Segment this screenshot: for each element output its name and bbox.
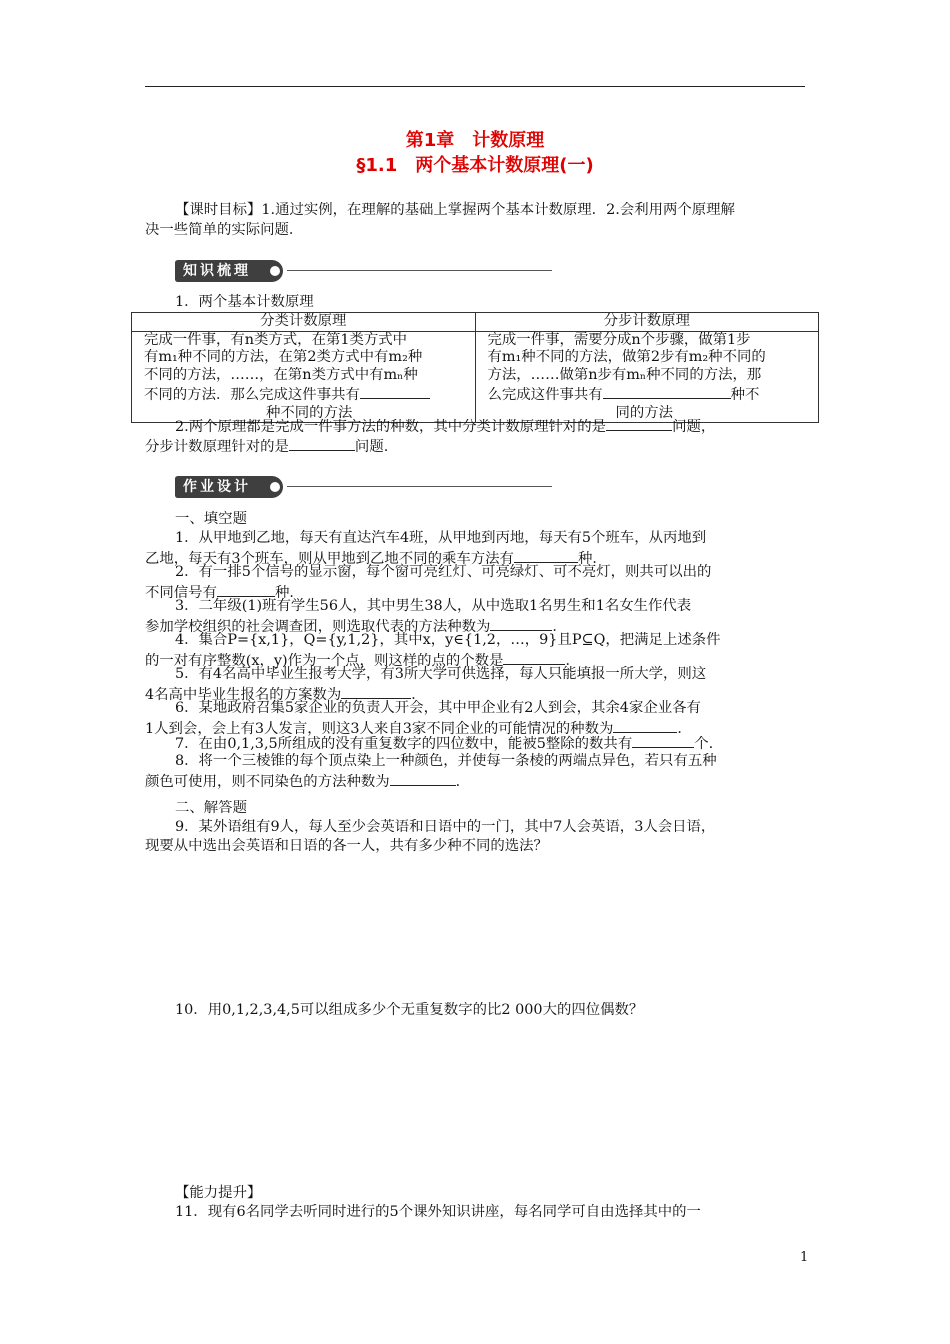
answer-blank[interactable] bbox=[613, 718, 677, 733]
question-11: 11．现有6名同学去听同时进行的5个课外知识讲座，每名同学可自由选择其中的一 bbox=[175, 1204, 701, 1220]
bullet-icon bbox=[270, 482, 280, 492]
question-8-cont: 颜色可使用，则不同染色的方法种数为 ． bbox=[145, 771, 820, 793]
section-homework-label: 作业设计 bbox=[175, 476, 283, 498]
goals-line-1: 【课时目标】1.通过实例，在理解的基础上掌握两个基本计数原理．2.会利用两个原理解 bbox=[175, 202, 735, 218]
question-6-cont: 1人到会，会上有3人发言，则这3人来自3家不同企业的可能情况的种数为 ． bbox=[145, 718, 820, 740]
part1-heading: 一、填空题 bbox=[175, 511, 247, 527]
knowledge-item-2-cont: 分步计数原理针对的是 问题. bbox=[145, 436, 820, 458]
chapter-title: 第1章 计数原理 bbox=[405, 130, 545, 151]
bullet-icon bbox=[270, 266, 280, 276]
answer-blank[interactable] bbox=[606, 416, 672, 431]
question-3: 3．二年级(1)班有学生56人，其中男生38人，从中选取1名男生和1名女生作代表 bbox=[175, 598, 692, 614]
question-2: 2．有一排5个信号的显示窗，每个窗可亮红灯、可亮绿灯、可不亮灯，则共可以出的 bbox=[175, 564, 712, 580]
question-8: 8．将一个三棱锥的每个顶点染上一种颜色，并使每一条棱的两端点异色，若只有五种 bbox=[175, 753, 717, 769]
principles-table bbox=[131, 312, 819, 423]
page-number: 1 bbox=[800, 1250, 809, 1265]
question-2-cont: 不同信号有 种． bbox=[145, 582, 820, 604]
question-10: 10．用0,1,2,3,4,5可以组成多少个无重复数字的比2 000大的四位偶数？ bbox=[175, 1002, 644, 1018]
answer-blank[interactable] bbox=[289, 436, 355, 451]
question-6: 6．某地政府召集5家企业的负责人开会，其中甲企业有2人到会，其余4家企业各有 bbox=[175, 700, 701, 716]
section-knowledge-label: 知识梳理 bbox=[175, 260, 283, 282]
question-9: 9．某外语组有9人，每人至少会英语和日语中的一门，其中7人会英语，3人会日语， bbox=[175, 819, 716, 835]
question-4: 4．集合P={x,1}，Q={y,1,2}，其中x，y∈{1,2，…，9}且P⊆Q，把满足上述条件 bbox=[175, 632, 721, 648]
header-rule bbox=[145, 86, 805, 87]
answer-blank[interactable] bbox=[632, 733, 694, 748]
answer-blank[interactable] bbox=[360, 384, 430, 399]
question-1: 1．从甲地到乙地，每天有直达汽车4班，从甲地到丙地，每天有5个班车，从丙地到 bbox=[175, 530, 707, 546]
goals-line-2: 决一些简单的实际问题． bbox=[145, 222, 304, 238]
knowledge-item-1: 1．两个基本计数原理 bbox=[175, 294, 314, 310]
answer-blank[interactable] bbox=[341, 684, 411, 699]
table-cell-multiplication: 完成一件事，需要分成n个步骤，做第1步 有m₁种不同的方法，做第2步有m₂种不同的 方法，……做第n步有mₙ种不同的方法，那 么完成这件事共有 种不 同的方法 bbox=[475, 331, 819, 423]
table-header-addition: 分类计数原理 bbox=[132, 313, 476, 332]
table-cell-addition: 完成一件事，有n类方式，在第1类方式中 有m₁种不同的方法，在第2类方式中有m₂种 不同的方法，……，在第n类方式中有mₙ种 不同的方法．那么完成这件事共有 种不同的方法 bbox=[132, 331, 476, 423]
knowledge-item-2: 2.两个原理都是完成一件事方法的种数，其中分类计数原理针对的是 问题， bbox=[145, 416, 850, 438]
goals-label: 【课时目标】 bbox=[175, 202, 262, 218]
section-divider bbox=[287, 270, 552, 271]
answer-blank[interactable] bbox=[603, 384, 731, 399]
section-title: §1.1 两个基本计数原理(一) bbox=[356, 155, 594, 176]
question-3-cont: 参加学校组织的社会调查团，则选取代表的方法种数为 ． bbox=[145, 616, 820, 638]
part2-heading: 二、解答题 bbox=[175, 800, 247, 816]
question-7: 7．在由0,1,3,5所组成的没有重复数字的四位数中，能被5整除的数共有 个. bbox=[145, 733, 850, 755]
ability-heading: 【能力提升】 bbox=[175, 1185, 262, 1201]
answer-blank[interactable] bbox=[490, 616, 552, 631]
question-4-cont: 的一对有序整数(x，y)作为一个点，则这样的点的个数是 ． bbox=[145, 650, 820, 672]
table-header-multiplication: 分步计数原理 bbox=[475, 313, 819, 332]
section-divider bbox=[287, 486, 552, 487]
question-1-cont: 乙地，每天有3个班车，则从甲地到乙地不同的乘车方法有 种． bbox=[145, 548, 820, 570]
question-5: 5．有4名高中毕业生报考大学，有3所大学可供选择，每人只能填报一所大学，则这 bbox=[175, 666, 707, 682]
answer-blank[interactable] bbox=[503, 650, 565, 665]
question-5-cont: 4名高中毕业生报名的方案数为 ． bbox=[145, 684, 820, 706]
answer-blank[interactable] bbox=[217, 582, 275, 597]
question-9-cont: 现要从中选出会英语和日语的各一人，共有多少种不同的选法？ bbox=[145, 838, 548, 854]
answer-blank[interactable] bbox=[390, 771, 456, 786]
answer-blank[interactable] bbox=[514, 548, 578, 563]
